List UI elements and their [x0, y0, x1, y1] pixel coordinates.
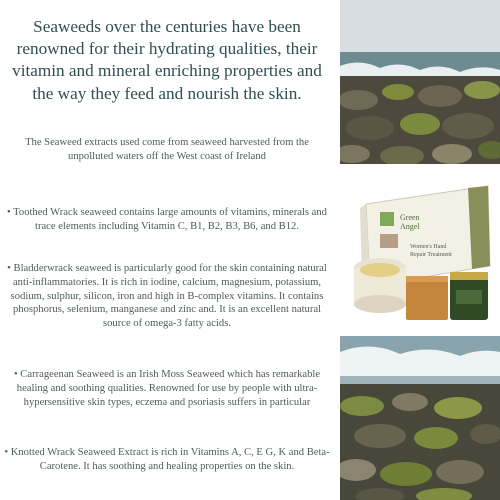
box-title-line1: Women's Hand [410, 244, 447, 250]
coast-photo-top [340, 0, 500, 164]
headline: Seaweeds over the centuries have been renowned for their hydrating qualities, their vitamin and mineral enriching properties and the way they feed and nourish the skin. [12, 17, 322, 103]
intro-paragraph: The Seaweed extracts used come from seaweed harvested from the unpolluted waters off the West coast of Ireland [25, 137, 309, 162]
box-illustration [380, 234, 398, 248]
coast-photo-bottom [340, 336, 500, 500]
box-title-line2: Repair Treatment [410, 252, 452, 258]
leaf-icon [380, 212, 394, 226]
bullet-bladderwrack: • Bladderwrack seaweed is particularly good for the skin containing natural anti-inflammatories. It is rich in iodine, calcium, magnesium, potassium, sodium, sulphur, silicon, iron and high in B-complex vitamins. It contains phosphorus, selenium, manganese and zinc and. It is an excellent natural source of omega-3 fatty acids. [7, 263, 327, 330]
bullet-toothed-wrack: • Toothed Wrack seaweed contains large amounts of vitamins, minerals and trace elements including Vitamin C, B1, B2, B3, B6, and B12. [7, 207, 327, 232]
bullet-carrageenan: • Carrageenan Seaweed is an Irish Moss Seaweed which has remarkable healing and soothing qualities. Renowned for use by people with ultra-hypersensitive skin types, eczema and psoriasis suffers in particular [13, 369, 321, 408]
bullet-knotted-wrack: • Knotted Wrack Seaweed Extract is rich in Vitamins A, C, E G, K and Beta-Carotene. It has soothing and healing properties on the skin. [4, 447, 330, 472]
image-panel [334, 0, 500, 500]
brand-line2: Angel [400, 222, 420, 231]
product-image [340, 176, 500, 332]
brand-line1: Green [400, 213, 420, 222]
